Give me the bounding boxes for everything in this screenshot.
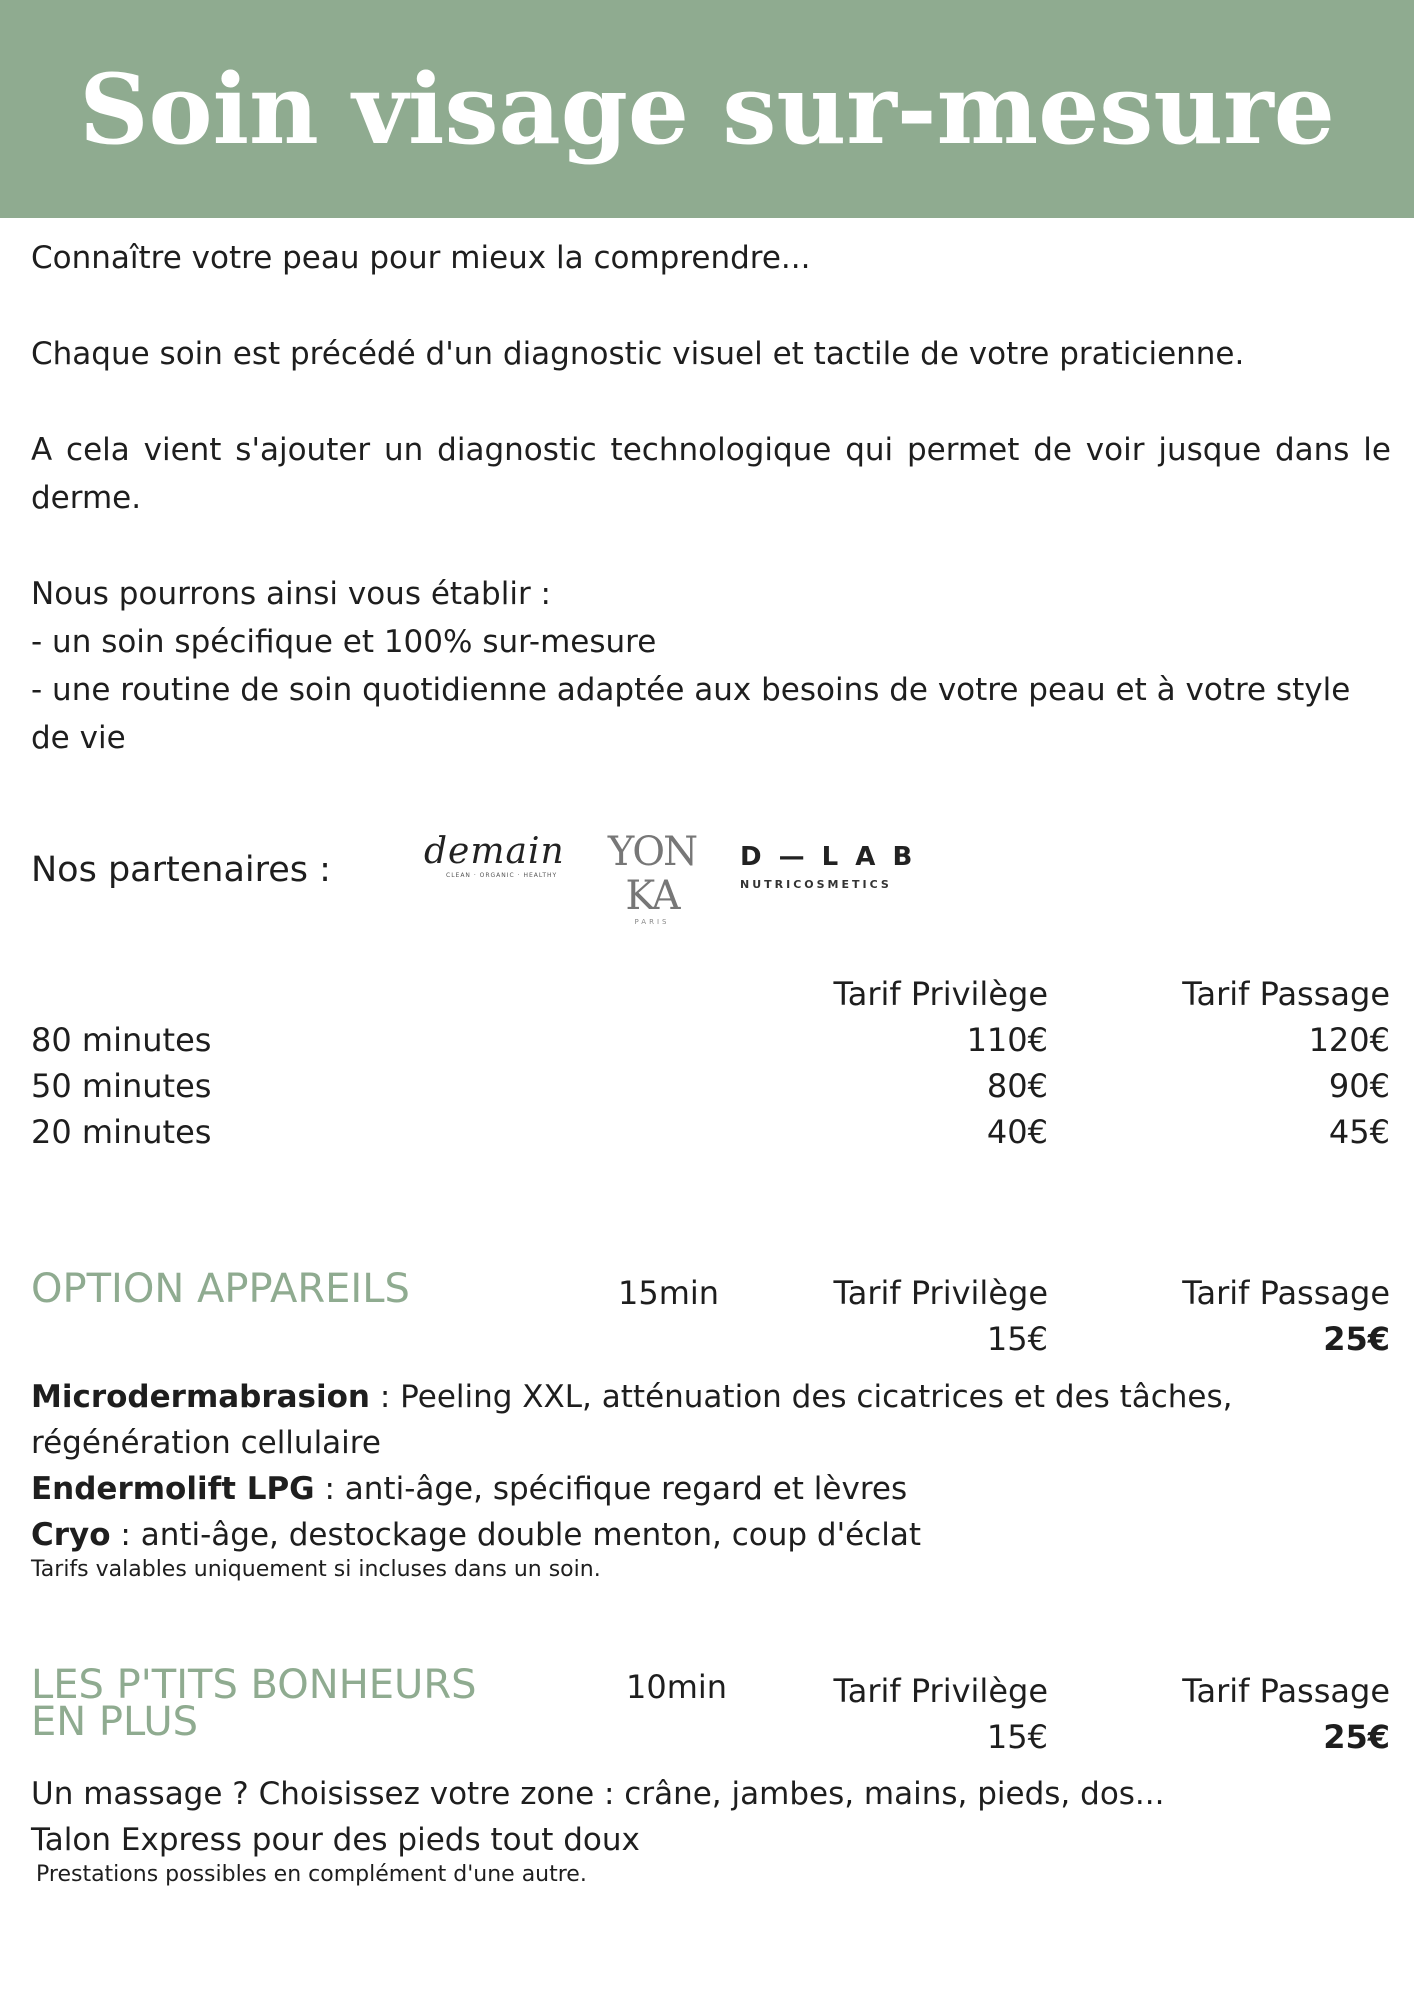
pricing-row-passage: 120€ (1308, 1021, 1390, 1059)
demain-logo (424, 832, 564, 902)
option-item-desc: Peeling XXL, atténuation des cicatrices et des tâches, régénération cellulaire (31, 1379, 1233, 1461)
option-item (31, 1466, 1371, 1512)
option-price-privilege: 15€ (986, 1320, 1048, 1358)
pricing-row-duration: 80 minutes (31, 1021, 212, 1059)
pricing-header-privilege: Tarif Privilège (833, 975, 1048, 1013)
page-title: Soin visage sur-mesure (79, 52, 1335, 166)
option-header-privilege: Tarif Privilège (833, 1274, 1048, 1312)
bonheurs-header-passage: Tarif Passage (1182, 1672, 1390, 1710)
intro-line-5: - un soin spécifique et 100% sur-mesure (31, 624, 657, 660)
option-item (31, 1374, 1371, 1466)
option-title: OPTION APPAREILS (31, 1266, 410, 1312)
option-item-sep: : (110, 1517, 141, 1553)
pricing-row-duration: 50 minutes (31, 1067, 212, 1105)
intro-line-2: Chaque soin est précédé d'un diagnostic visuel et tactile de votre praticienne. (31, 336, 1245, 372)
pricing-row-duration: 20 minutes (31, 1113, 212, 1151)
dlab-logo (740, 842, 930, 902)
option-item-desc: anti-âge, destockage double menton, coup d'éclat (140, 1517, 922, 1553)
header-banner (0, 0, 1414, 218)
yonka-logo-sub: PARIS (634, 918, 670, 926)
option-item-desc: anti-âge, spécifique regard et lèvres (344, 1471, 908, 1507)
pricing-header-passage: Tarif Passage (1182, 975, 1390, 1013)
option-item-sep: : (370, 1379, 401, 1415)
intro-line-4: Nous pourrons ainsi vous établir : (31, 576, 551, 612)
intro-line-1: Connaître votre peau pour mieux la comprendre... (31, 240, 811, 276)
demain-logo-text: demain (424, 831, 565, 872)
partners-label: Nos partenaires : (31, 850, 331, 890)
pricing-row-privilege: 80€ (986, 1067, 1048, 1105)
bonheurs-title-line-2: EN PLUS (31, 1699, 198, 1745)
pricing-row-passage: 90€ (1328, 1067, 1390, 1105)
bonheurs-title-line-1: LES P'TITS BONHEURS (31, 1662, 477, 1708)
option-item (31, 1512, 1371, 1558)
pricing-row-passage: 45€ (1328, 1113, 1390, 1151)
option-header-passage: Tarif Passage (1182, 1274, 1390, 1312)
bonheurs-header-privilege: Tarif Privilège (833, 1672, 1048, 1710)
dlab-logo-text: D — L A B (740, 842, 917, 872)
option-item-name: Cryo (31, 1517, 111, 1553)
intro-line-6: - une routine de soin quotidienne adaptée aux besoins de votre peau et à votre style de vie (31, 672, 1351, 756)
option-note: Tarifs valables uniquement si incluses dans un soin. (31, 1557, 601, 1582)
bonheurs-note: Prestations possibles en complément d'une autre. (36, 1862, 587, 1887)
bonheurs-price-passage: 25€ (1323, 1718, 1390, 1756)
bonheurs-line-2: Talon Express pour des pieds tout doux (31, 1822, 640, 1858)
demain-logo-tagline: CLEAN · ORGANIC · HEALTHY (446, 872, 558, 879)
bonheurs-line-1: Un massage ? Choisissez votre zone : crâne, jambes, mains, pieds, dos... (31, 1776, 1165, 1812)
option-price-passage: 25€ (1323, 1320, 1390, 1358)
bonheurs-duration: 10min (626, 1668, 728, 1706)
pricing-row-privilege: 40€ (986, 1113, 1048, 1151)
option-item-name: Microdermabrasion (31, 1379, 371, 1415)
option-item-sep: : (314, 1471, 345, 1507)
yonka-logo (604, 829, 700, 926)
bonheurs-price-privilege: 15€ (986, 1718, 1048, 1756)
intro-line-3: A cela vient s'ajouter un diagnostic technologique qui permet de voir jusque dans le derme. (31, 432, 1391, 516)
option-duration: 15min (618, 1274, 720, 1312)
dlab-logo-sub: NUTRICOSMETICS (740, 878, 892, 891)
yonka-logo-text: YON KA (607, 829, 697, 919)
pricing-row-privilege: 110€ (966, 1021, 1048, 1059)
option-item-name: Endermolift LPG (31, 1471, 315, 1507)
